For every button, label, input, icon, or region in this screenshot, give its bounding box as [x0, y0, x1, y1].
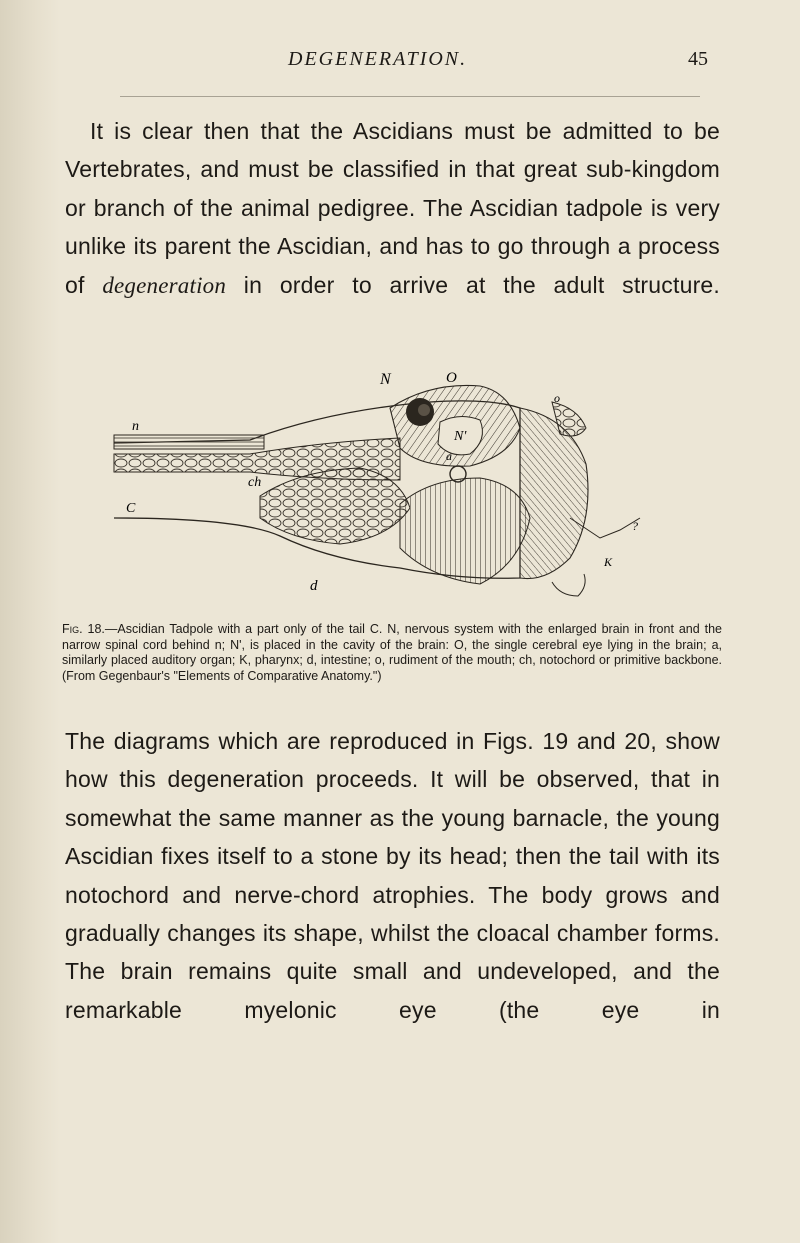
label-K: K: [604, 555, 613, 569]
figure-illustration: [100, 368, 660, 608]
label-O-top: O: [446, 370, 457, 386]
page-number: 45: [688, 48, 708, 70]
intestine: [260, 468, 410, 544]
pharynx: [400, 478, 530, 584]
page-gutter-shadow: [0, 0, 60, 1243]
label-N-prime: N': [454, 429, 467, 444]
paragraph-1-italic-term: degeneration: [102, 272, 227, 298]
paragraph-2-text: The diagrams which are reproduced in Figs. 19 and 20, show how this degeneration proceeds. It will be observed, that in somewhat the same manner as the young barnacle, the young Ascidian fixes itself to a stone by its head; then the tail with its notochord and nerve-chord atrophies. The body grows and gradually changes its shape, whilst the cloacal chamber forms. The brain remains quite small and undeveloped, and the remarkable myelonic eye (the eye in: [65, 728, 720, 1023]
figure-ascidian-tadpole: [100, 368, 660, 608]
paragraph-1: [65, 112, 720, 305]
running-head: [288, 48, 708, 78]
spinal-cord: [114, 435, 264, 449]
label-ch: ch: [248, 475, 262, 490]
paragraph-1-text: It is clear then that the Ascidians must be admitted to be Vertebrates, and must be classified in that great sub-kingdom or branch of the animal pedigree. The Ascidian tadpole is very unlike its parent the Ascidian, and has to go through a process of: [65, 118, 720, 298]
label-n: n: [132, 419, 139, 434]
figure-number: Fig. 18.: [62, 622, 105, 636]
figure-caption-text: —Ascidian Tadpole with a part only of the tail C. N, nervous system with the enlarged brain in front and the narrow spinal cord behind n; N', is placed in the cavity of the brain: O, the single cerebral eye lying in the brain; a, similarly placed auditory organ; K, pharynx; d, intestine; o, rudiment of the mouth; ch, notochord or primitive backbone. (From Gegenbaur's "Elements of Comparative Anatomy."): [62, 622, 722, 683]
header-rule: [120, 96, 700, 97]
label-C: C: [126, 501, 136, 516]
figure-caption: [62, 622, 722, 684]
label-d: d: [310, 578, 318, 594]
label-a: a: [446, 449, 452, 463]
label-N: N: [380, 371, 391, 388]
label-question: ?: [632, 519, 638, 533]
label-o: o: [554, 391, 560, 405]
paragraph-2: [65, 722, 720, 1029]
paragraph-1-tail: in order to arrive at the adult structure.: [226, 271, 721, 298]
running-title: DEGENERATION.: [288, 48, 468, 70]
